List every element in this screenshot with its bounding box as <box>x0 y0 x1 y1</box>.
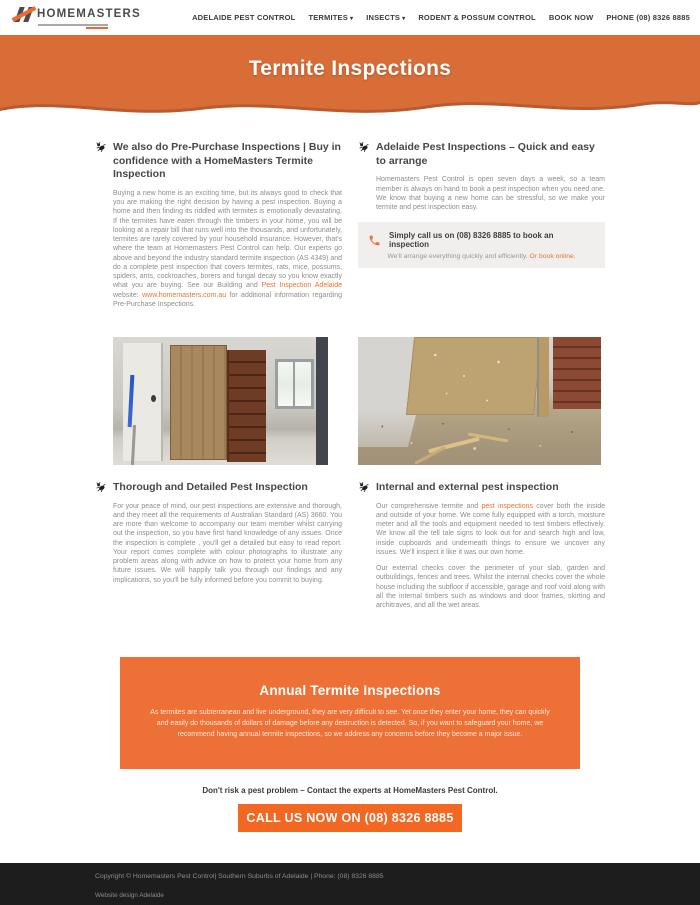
callout-sub-text: We'll arrange everything quickly and efficiently. <box>387 253 530 261</box>
chevron-down-icon: ▾ <box>402 16 406 22</box>
nav-adelaide-pest-control[interactable]: ADELAIDE PEST CONTROL <box>192 13 296 22</box>
page-title: Termite Inspections <box>248 57 452 80</box>
section-heading-text: Internal and external pest inspection <box>376 481 559 493</box>
termite-icon <box>95 141 106 152</box>
nav-termites-label: TERMITES <box>308 13 348 22</box>
paragraph <box>358 502 605 557</box>
main-nav <box>192 13 690 22</box>
section-heading <box>95 481 342 495</box>
logo-mark-icon <box>14 7 34 22</box>
paragraph: For your peace of mind, our pest inspections are extensive and thorough, and they meet all the requirements of Australian Standard (AS) 3660. You are more than welcome to accompany our team member whilst carrying out the inspection, so you have first hand knowledge of any issues. Once the inspection is complete , you'll get a detailed but easy to read report. Your report comes complete with colour photographs to illustrate any problem areas along with advice on how to protect your home from any future issues. We will happily talk you through our findings and any implications, so you'll be fully informed before you commit to buying. <box>113 502 342 584</box>
photo-detail-door-handle <box>151 395 156 402</box>
nav-book-now[interactable]: BOOK NOW <box>548 13 594 22</box>
body-text: cover both the inside and outside of your home. We come fully equipped with a torch, moisture meter and all the tools and equipment needed to test timbers effectively. We know all the tell tale signs to look out for and search high and low, inside cupboards and underneath things to ensure we uncover any issues. We'll inspect it like it was our own home. <box>376 502 605 556</box>
photo-detail-dark-strip <box>316 337 328 465</box>
photo-detail-window-bar <box>293 362 295 406</box>
nav-termites[interactable] <box>308 13 353 22</box>
pest-inspection-adelaide-link[interactable]: Pest Inspection Adelaide <box>261 282 342 290</box>
photo-detail-timber-beam <box>537 337 549 417</box>
section-heading <box>358 141 605 168</box>
paragraph: Our external checks cover the perimeter of your slab, garden and outbuildings, fences and trees. Whilst the internal checks cover the whole house including the subfloor if accessible, garage and roof void along with all the internal timbers such as windows and door frames, skirting and architraves, and all the wet areas. <box>376 565 605 609</box>
cta-lead-text: Don't risk a pest problem – Contact the experts at HomeMasters Pest Control. <box>202 785 498 795</box>
nav-phone[interactable]: PHONE (08) 8326 8885 <box>606 13 690 22</box>
nav-insects-label: INSECTS <box>366 13 401 22</box>
photo-detail-damage-spots <box>418 341 533 411</box>
callout-title: Simply call us on (08) 8326 8885 to book an inspection <box>389 231 554 250</box>
phone-icon <box>368 234 381 247</box>
body-text: for additional information regarding Pre-Purchase Inspections. <box>113 291 343 308</box>
photo-detail-exposed-framing <box>227 350 266 462</box>
photo-detail-wall-panel <box>170 345 227 460</box>
section-heading-text: We also do Pre-Purchase Inspections | Buy in confidence with a HomeMasters Termite Inspection <box>113 141 341 181</box>
banner-body: As termites are subterranean and live underground, they are very difficult to see. Yet once they enter your home, they can quickly and easily do thousands of dollars of damage before any destruction is detected. So, if you want to safeguard your home, we recommend having annual termite inspections, so we address any concerns before they become a major issue. <box>150 709 550 738</box>
termite-damage-photo-debris <box>358 337 601 465</box>
brand-logo[interactable] <box>14 7 141 29</box>
brand-name: HOMEMASTERS <box>37 8 141 20</box>
section-heading-text: Thorough and Detailed Pest Inspection <box>113 481 308 493</box>
main-content <box>95 125 605 832</box>
banner-heading: Annual Termite Inspections <box>259 683 441 698</box>
call-now-button[interactable]: CALL US NOW ON (08) 8326 8885 <box>238 804 462 832</box>
section-arrange <box>358 141 605 332</box>
paragraph <box>95 189 342 309</box>
copyright-text: Copyright © Homemasters Pest Control| Southern Suburbs of Adelaide | Phone: (08) 8326 8885 <box>95 872 384 880</box>
nav-insects[interactable] <box>366 13 405 22</box>
termite-icon <box>358 141 369 152</box>
section-thorough <box>95 481 342 633</box>
section-heading-text: Adelaide Pest Inspections – Quick and easy to arrange <box>376 141 595 167</box>
homemasters-website-link[interactable]: www.homemasters.com.au <box>142 291 227 299</box>
section-heading <box>95 141 342 182</box>
book-online-link[interactable]: Or book online. <box>529 253 576 261</box>
nav-rodent-possum-control[interactable]: RODENT & POSSUM CONTROL <box>418 13 536 22</box>
termite-icon <box>358 481 369 492</box>
section-prepurchase <box>95 141 342 332</box>
chevron-down-icon: ▾ <box>349 16 354 22</box>
body-text: Buying a new home is an exciting time, but its always good to check that you are making the right decision by having a pest inspection. Buying a home and then finding its riddled with termites is emotionally devastating. If the termites have eaten through the timbers in your home, you will be looking at a repair bill that runs well into the thousands, and unfortunately, termites are rarely covered by your household insurance. However, that's where the team at Homemasters Pest Control can help. Our experts go above and beyond the industry standard termite inspection (AS 4349) and do a complete pest inspection that covers termites, rats, mice, possums, spiders, ants, cockroaches, borers and fungal decay so you know exactly what you are buying. See our Building and <box>113 189 342 290</box>
site-footer <box>0 863 700 905</box>
annual-inspections-banner <box>120 657 580 769</box>
logo-tagline <box>38 24 141 29</box>
phone-callout <box>358 222 605 268</box>
termite-icon <box>95 481 106 492</box>
hero-banner <box>0 35 700 125</box>
site-header <box>0 0 700 35</box>
body-text: website: <box>113 291 143 299</box>
website-design-link[interactable]: Website design Adelaide <box>95 891 164 899</box>
photo-detail-brickwork <box>553 337 601 409</box>
section-internal-external <box>358 481 605 633</box>
callout-subtitle <box>368 253 595 260</box>
wave-divider <box>0 96 700 125</box>
section-heading <box>358 481 605 495</box>
termite-damage-photo-interior <box>113 337 328 465</box>
body-text: Our comprehensive termite and <box>376 502 482 510</box>
paragraph: Homemasters Pest Control is open seven days a week, so a team member is always on hand to book a pest inspection when you need one. We know that buying a new home can be stressful, so we make your termite and pest inspection easy. <box>376 176 605 211</box>
pest-inspections-link[interactable]: pest inspections <box>481 502 533 510</box>
